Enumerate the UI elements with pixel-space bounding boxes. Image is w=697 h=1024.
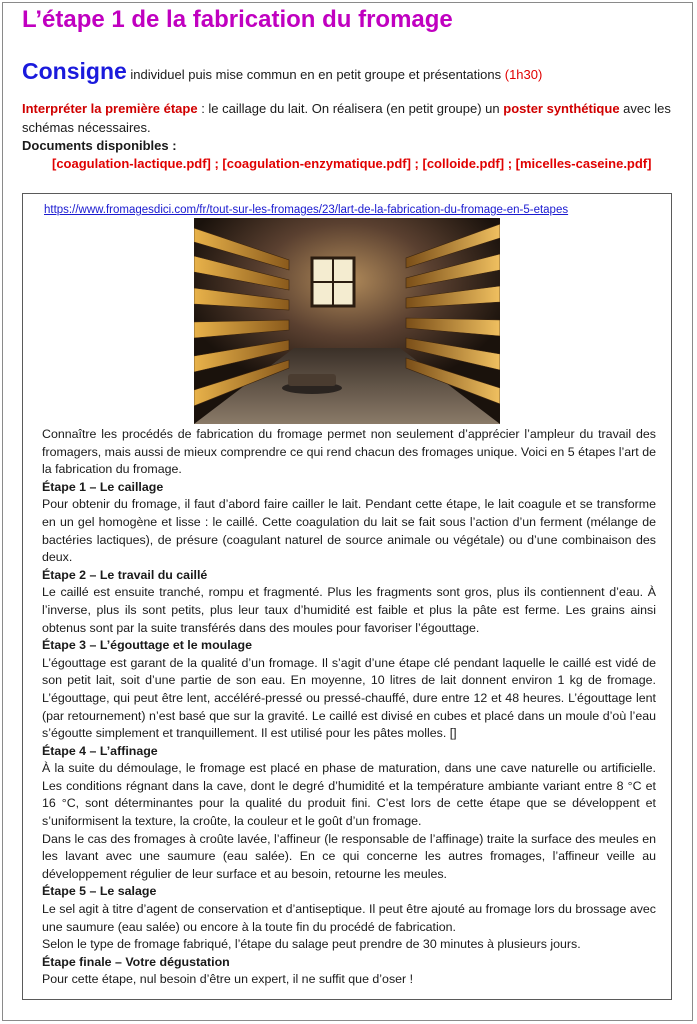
final-step-heading: Étape finale – Votre dégustation <box>42 954 230 969</box>
step4-text-2: Dans le cas des fromages à croûte lavée, l’affineur (le responsable de l’affinage) traite la surface des meules en les lavant avec une saumure (eau salée). En ce qui concerne les autres fromages, l’affineur veille au développement régulier de leur surface et au besoin, retourne les meules. <box>42 831 656 881</box>
source-link[interactable]: https://www.fromagesdici.com/fr/tout-sur-les-fromages/23/lart-de-la-fabrication-du-fromage-en-5-etapes <box>44 204 569 216</box>
step3-text: L’égouttage est garant de la qualité d’un fromage. Il s’agit d’une étape clé pendant laquelle le caillé est vidé de son petit lait, soit d’une partie de son eau. En moyenne, 10 litres de lait donnent environ 1 kg de fromage. L’égouttage, qui peut être lent, accéléré-pressé ou pressé-chauffé, dure entre 12 et 48 heures. L’égouttage lent (par retournement) n’est basé que sur la gravité. Le caillé est divisé en cubes et placé dans un moule d’où l’eau s’égoutte simplement et tranquillement. Il est utilisé pour les pâtes molles. [] <box>42 655 656 741</box>
task-paragraph <box>22 99 682 137</box>
task-lead: Interpréter la première étape <box>22 101 198 116</box>
step2-text: Le caillé est ensuite tranché, rompu et fragmenté. Plus les fragments sont gros, plus ils contiennent d’eau. À l’inverse, plus ils sont petits, plus leur taux d’humidité est faible et plus la pâte est ferme. Les grains ainsi obtenus sont par la suite transférés dans des moules pour favoriser l’égouttage. <box>42 585 656 635</box>
task-emphasis: poster synthétique <box>503 101 620 116</box>
step4-heading: Étape 4 – L’affinage <box>42 743 158 758</box>
task-text-1: : le caillage du lait. On réalisera (en petit groupe) un <box>197 101 504 116</box>
final-step-text: Pour cette étape, nul besoin d’être un expert, il ne suffit que d’oser ! <box>42 972 414 987</box>
consigne-line <box>22 58 542 85</box>
step5-heading: Étape 5 – Le salage <box>42 884 157 899</box>
task-text-2: avec les schémas nécessaires. <box>22 101 671 135</box>
cheese-cellar-photo <box>194 218 500 424</box>
step5-text-1: Le sel agit à titre d’agent de conservation et d’antiseptique. Il peut être ajouté au fromage lors du brossage avec une saumure (eau salée) ou encore à la toute fin du procédé de fabrication. <box>42 902 656 934</box>
step1-heading: Étape 1 – Le caillage <box>42 479 164 494</box>
article-body <box>42 426 656 989</box>
step3-heading: Étape 3 – L’égouttage et le moulage <box>42 638 253 653</box>
documents-label: Documents disponibles : <box>22 138 177 153</box>
consigne-heading: Consigne <box>22 58 127 84</box>
page-title: L’étape 1 de la fabrication du fromage <box>22 6 453 33</box>
article-intro: Connaître les procédés de fabrication du fromage permet non seulement d’apprécier l’ampleur du travail des fromagers, mais aussi de mieux comprendre ce qui rend chacun des fromages unique. Voici en 5 étapes l’art de la fabrication du fromage. <box>42 427 656 477</box>
step4-text-1: À la suite du démoulage, le fromage est placé en phase de maturation, dans une cave naturelle ou artificielle. Les conditions régnant dans la cave, dont le degré d’humidité et la température ambiante variant entre 8 °C et 16 °C, sont déterminantes pour la qualité du produit fini. C’est lors de cette étape que se développent et s’uniformisent la texture, la croûte, la couleur et le goût d’un fromage. <box>42 761 656 829</box>
step1-text: Pour obtenir du fromage, il faut d’abord faire cailler le lait. Pendant cette étape, le lait coagule et se transforme en un gel homogène et lisse : le caillé. Cette coagulation du lait se fait sous l’action d’un ferment (mélange de bactéries lactiques), de présure (coagulant naturel de source animale ou végétale) ou d’une combinaison des deux. <box>42 497 656 565</box>
consigne-text: individuel puis mise commun en en petit groupe et présentations <box>126 67 505 82</box>
documents-list[interactable]: [coagulation-lactique.pdf] ; [coagulation-enzymatique.pdf] ; [colloide.pdf] ; [micelles-caseine.pdf] <box>52 156 652 171</box>
step5-text-2: Selon le type de fromage fabriqué, l’étape du salage peut prendre de 30 minutes à plusieurs jours. <box>42 937 581 952</box>
step2-heading: Étape 2 – Le travail du caillé <box>42 567 208 582</box>
consigne-duration: (1h30) <box>504 67 543 82</box>
